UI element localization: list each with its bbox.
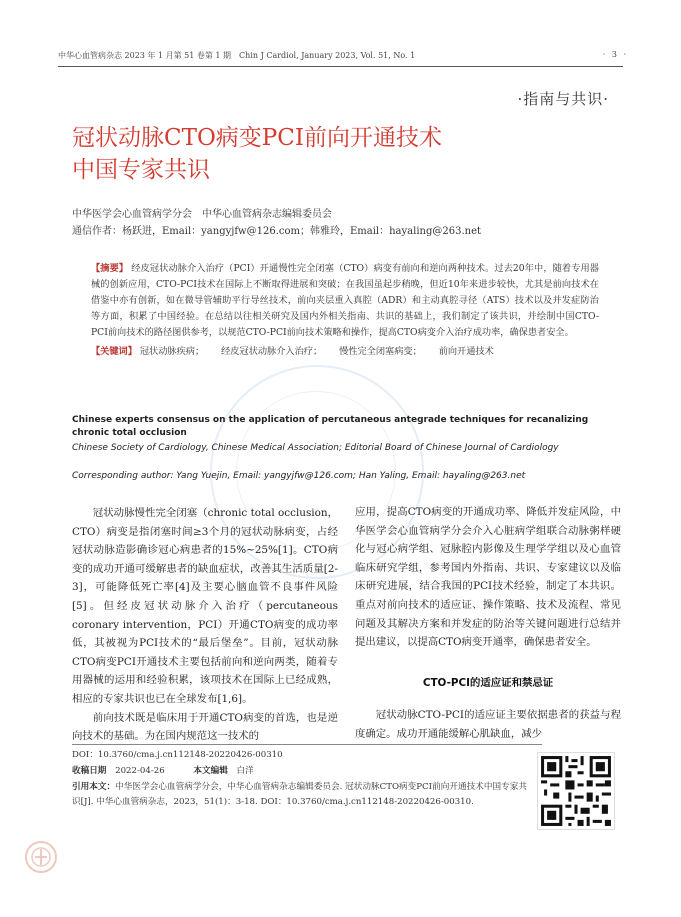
corresponding-authors: 通信作者：杨跃进，Email：yangyjfw@126.com；韩雅玲，Email：hayaling@263.net [72, 226, 482, 237]
header-rule [58, 66, 623, 67]
editor-value: 白洋 [236, 766, 254, 776]
running-header [58, 50, 628, 61]
body-column-right [355, 503, 621, 744]
abstract [91, 261, 599, 341]
editor-label: 本文编辑 [193, 766, 228, 776]
body-column-left [72, 504, 338, 746]
page-number: · 3 · [602, 50, 628, 59]
doi[interactable]: DOI：10.3760/cma.j.cn112148-20220426-00310 [72, 750, 283, 760]
abstract-text: 经皮冠状动脉介入治疗（PCI）开通慢性完全闭塞（CTO）病变有前向和逆向两种技术。过去20年中，随着专用器械的创新应用，CTO-PCI技术在国际上不断取得进展和突破；在我国虽起步稍晚，但近10年来进步较快，尤其是前向技术在借鉴中亦有创新，如在微导管辅助平行导丝技术，前向夹层重入真腔（ADR）和主动真腔寻径（ATS）技术以及并发症防治等方面，积累了中国经验。在总结以往相关研究及国内外相关指南、共识的基础上，我们制定了该共识，并绘制中国CTO-PCI前向技术的路径图供参考，以规范CTO-PCI前向技术策略和操作，提高CTO病变介入治疗成功率，确保患者安全。 [91, 263, 599, 338]
keywords [91, 344, 599, 360]
keyword-item: 冠状动脉疾病； [139, 346, 205, 357]
english-corresponding: Corresponding author: Yang Yuejin, Email: yangyjfw@126.com; Han Yaling, Email: hayaling@263.net [72, 471, 526, 481]
citation-label: 引用本文： [72, 782, 116, 792]
citation [72, 780, 527, 809]
citation-text: 中华医学会心血管病学分会，中华心血管病杂志编辑委员会. 冠状动脉CTO病变PCI前向开通技术中国专家共识[J]. 中华心血管病杂志，2023，51(1)：3-18. DOI：10.3760/cma.j.cn112148-20220426-00310. [72, 782, 527, 807]
body-paragraph: 前向技术既是临床用于开通CTO病变的首选，也是逆向技术的基础。为在国内规范这一技术的 [72, 711, 338, 743]
received-value: 2022-04-26 [115, 766, 165, 776]
received-date [72, 764, 542, 779]
title-line-1: 冠状动脉CTO病变PCI前向开通技术 [72, 125, 442, 151]
keywords-label: 【关键词】 [91, 346, 137, 357]
title-line-2: 中国专家共识 [72, 157, 210, 183]
section-heading: CTO-PCI的适应证和禁忌证 [422, 676, 554, 689]
body-paragraph: 应用，提高CTO病变的开通成功率、降低并发症风险，中华医学会心血管病学分会介入心脏病学组联合动脉粥样硬化与冠心病学组、冠脉腔内影像及生理学学组以及心血管临床研究学组，参考国内外指南、共识、专家建议以及临床研究进展，结合我国的PCI技术经验，制定了本共识。重点对前向技术的适应证、操作策略、技术及流程、常见问题及其解决方案和并发症的防治等关键问题进行总结并提出建议，以提高CTO病变开通率，确保患者安全。 [355, 506, 621, 649]
abstract-label: 【摘要】 [91, 263, 129, 274]
body-paragraph: 冠状动脉慢性完全闭塞（chronic total occlusion，CTO）病变是指闭塞时间≥3个月的冠状动脉病变，占经冠状动脉造影确诊冠心病患者的15%~25%[1]。CTO病变的成功开通可缓解患者的缺血症状，改善其生活质量[2-3]，可能降低死亡率[4]及主要心脑血管不良事件风险[5]。但经皮冠状动脉介入治疗（percutaneous coronary intervention，PCI）开通CTO病变的成功率低，其被视为PCI技术的“最后堡垒”。目前，冠状动脉CTO病变PCI开通技术主要包括前向和逆向两类，随着专用器械的运用和经验积累，该项技术在国际上已经成熟，相应的专家共识也已在全球发布[1,6]。 [72, 507, 338, 705]
keyword-item: 慢性完全闭塞病变； [339, 346, 422, 357]
keyword-item: 前向开通技术 [438, 346, 494, 357]
page-title [72, 122, 612, 186]
english-authors: Chinese Society of Cardiology, Chinese Medical Association; Editorial Board of Chinese Journal of Cardiology [72, 443, 559, 453]
cma-logo-icon [24, 840, 58, 878]
body-paragraph: 冠状动脉CTO-PCI的适应证主要依据患者的获益与程度确定。成功开通能缓解心肌缺血，减少 [355, 709, 621, 740]
section-label: ·指南与共识· [517, 90, 609, 108]
author-orgs: 中华医学会心血管病学分会 中华心血管病杂志编辑委员会 [72, 209, 332, 220]
qr-code-graphic [538, 753, 614, 829]
running-title: 中华心血管病杂志 2023 年 1 月第 51 卷第 1 期 Chin J Cardiol, January 2023, Vol. 51, No. 1 [58, 51, 416, 60]
received-label: 收稿日期 [72, 766, 107, 776]
footer-rule [72, 744, 542, 745]
author-block [72, 206, 612, 240]
keyword-item: 经皮冠状动脉介入治疗； [221, 346, 323, 357]
english-title: Chinese experts consensus on the application of percutaneous antegrade techniques for recanalizing chronic total occlusion [72, 415, 589, 438]
qr-code-icon[interactable] [537, 752, 615, 830]
